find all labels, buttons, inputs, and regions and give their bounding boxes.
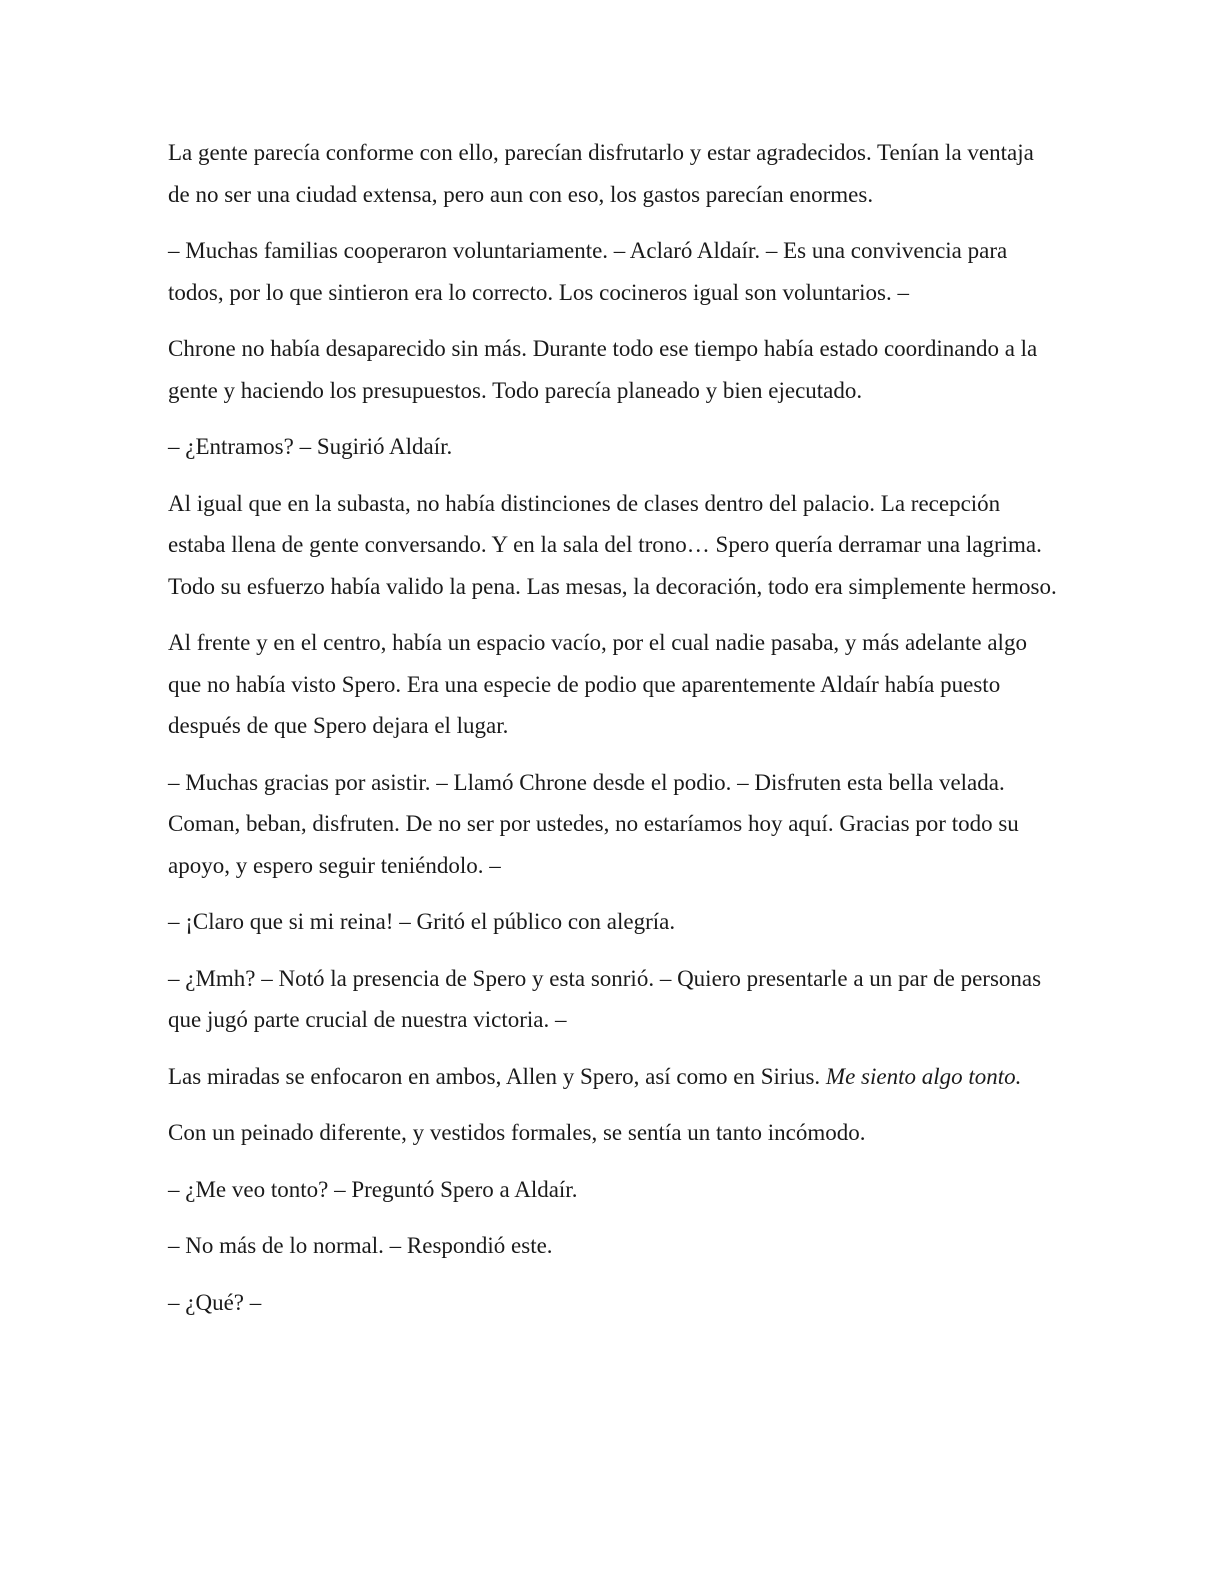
paragraph: – ¿Me veo tonto? – Preguntó Spero a Aldaír. (168, 1176, 578, 1202)
paragraph: La gente parecía conforme con ello, parecían disfrutarlo y estar agradecidos. Tenían la ventaja de no ser una ciudad extensa, pero aun con eso, los gastos parecían enormes. (168, 140, 1034, 207)
paragraph: – No más de lo normal. – Respondió este. (168, 1233, 553, 1258)
paragraph: Al igual que en la subasta, no había distinciones de clases dentro del palacio. La recepción estaba llena de gente conversando. Y en la sala del trono… Spero quería derramar una lagrima. Todo su esfuerzo había valido la pena. Las mesas, la decoración, todo era simplemente hermoso. (168, 490, 1057, 599)
paragraph: Con un peinado diferente, y vestidos formales, se sentía un tanto incómodo. (168, 1120, 866, 1145)
paragraph: – ¿Mmh? – Notó la presencia de Spero y esta sonrió. – Quiero presentarle a un par de personas que jugó parte crucial de nuestra victoria. – (168, 965, 1042, 1032)
paragraph: – ¿Qué? – (168, 1289, 262, 1315)
paragraph-text: Las miradas se enfocaron en ambos, Allen y Spero, así como en Sirius. (168, 1063, 826, 1089)
paragraph: – ¡Claro que si mi reina! – Gritó el público con alegría. (168, 909, 676, 934)
italic-thought: Me siento algo tonto. (825, 1063, 1022, 1089)
paragraph (168, 1056, 1058, 1098)
body-text (168, 132, 1058, 1338)
paragraph: Chrone no había desaparecido sin más. Durante todo ese tiempo había estado coordinando a la gente y haciendo los presupuestos. Todo parecía planeado y bien ejecutado. (168, 336, 1038, 403)
paragraph: – ¿Entramos? – Sugirió Aldaír. (168, 434, 453, 459)
paragraph: – Muchas gracias por asistir. – Llamó Chrone desde el podio. – Disfruten esta bella velada. Coman, beban, disfruten. De no ser por ustedes, no estaríamos hoy aquí. Gracias por todo su apoyo, y espero seguir teniéndolo. – (168, 769, 1019, 878)
paragraph: – Muchas familias cooperaron voluntariamente. – Aclaró Aldaír. – Es una convivencia para todos, por lo que sintieron era lo correcto. Los cocineros igual son voluntarios. – (168, 238, 1008, 305)
paragraph: Al frente y en el centro, había un espacio vacío, por el cual nadie pasaba, y más adelante algo que no había visto Spero. Era una especie de podio que aparentemente Aldaír había puesto después de que Spero dejara el lugar. (168, 630, 1027, 738)
